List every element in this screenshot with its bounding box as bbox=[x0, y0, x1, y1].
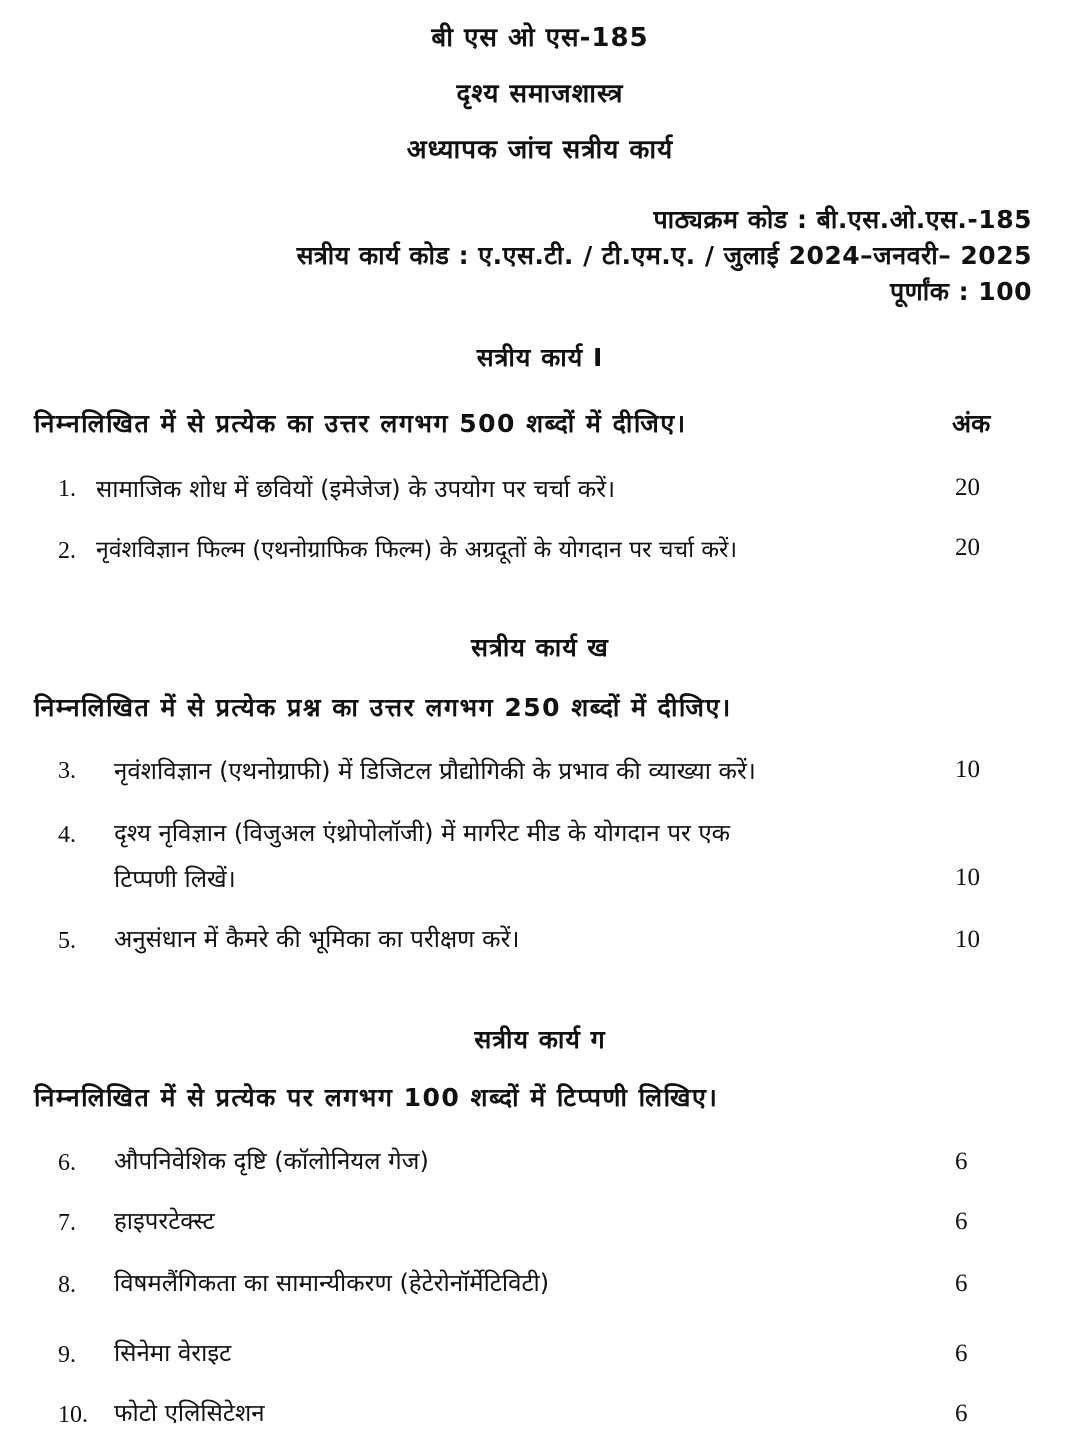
question-marks: 10 bbox=[955, 864, 980, 891]
question-marks: 20 bbox=[955, 534, 980, 561]
section-instruction: निम्नलिखित में से प्रत्येक पर लगभग 100 शब्दों में टिप्पणी लिखिए। bbox=[34, 1083, 719, 1112]
question-text: फोटो एलिसिटेशन bbox=[114, 1399, 265, 1427]
question-text: हाइपरटेक्स्ट bbox=[114, 1207, 215, 1235]
question-number: 3. bbox=[58, 758, 76, 784]
max-marks-line: पूर्णांक : 100 bbox=[889, 277, 1032, 306]
assignment-title: अध्यापक जांच सत्रीय कार्य bbox=[406, 135, 674, 165]
section-title: सत्रीय कार्य I bbox=[476, 343, 604, 372]
question-text: दृश्य नृविज्ञान (विजुअल एंथ्रोपोलॉजी) में मार्गरेट मीड के योगदान पर एक bbox=[114, 819, 731, 847]
question-text-continued: टिप्पणी लिखें। bbox=[114, 865, 236, 893]
section-title: सत्रीय कार्य ग bbox=[474, 1025, 606, 1054]
question-marks: 6 bbox=[955, 1208, 968, 1235]
course-name: दृश्य समाजशास्त्र bbox=[456, 79, 624, 109]
question-text: अनुसंधान में कैमरे की भूमिका का परीक्षण करें। bbox=[114, 925, 520, 953]
question-number: 7. bbox=[58, 1210, 76, 1236]
question-marks: 6 bbox=[955, 1400, 968, 1427]
marks-label: अंक bbox=[952, 409, 991, 438]
question-text: विषमलैंगिकता का सामान्यीकरण (हेटेरोनॉर्मेटिविटी) bbox=[114, 1269, 550, 1297]
assignment-code-line: सत्रीय कार्य कोड : ए.एस.टी. / टी.एम.ए. / जुलाई 2024–जनवरी– 2025 bbox=[296, 241, 1032, 270]
question-text: औपनिवेशिक दृष्टि (कॉलोनियल गेज) bbox=[114, 1147, 429, 1175]
question-number: 4. bbox=[58, 822, 76, 848]
question-marks: 10 bbox=[955, 926, 980, 953]
question-marks: 6 bbox=[955, 1148, 968, 1175]
question-text: नृवंशविज्ञान फिल्म (एथनोग्राफिक फिल्म) के अग्रदूतों के योगदान पर चर्चा करें। bbox=[96, 537, 738, 563]
question-marks: 6 bbox=[955, 1270, 968, 1297]
section-instruction: निम्नलिखित में से प्रत्येक का उत्तर लगभग 500 शब्दों में दीजिए। bbox=[34, 409, 687, 438]
question-marks: 20 bbox=[955, 474, 980, 501]
question-marks: 6 bbox=[955, 1340, 968, 1367]
question-number: 2. bbox=[58, 538, 76, 564]
question-number: 6. bbox=[58, 1150, 76, 1176]
question-text: सामाजिक शोध में छवियों (इमेजेज) के उपयोग पर चर्चा करें। bbox=[96, 475, 616, 503]
section-instruction: निम्नलिखित में से प्रत्येक प्रश्न का उत्तर लगभग 250 शब्दों में दीजिए। bbox=[34, 693, 732, 722]
question-number: 5. bbox=[58, 928, 76, 954]
course-code-line: पाठ्यक्रम कोड : बी.एस.ओ.एस.-185 bbox=[653, 205, 1032, 234]
course-code-title: बी एस ओ एस-185 bbox=[431, 23, 649, 53]
question-number: 9. bbox=[58, 1342, 76, 1368]
question-text: नृवंशविज्ञान (एथनोग्राफी) में डिजिटल प्रौद्योगिकी के प्रभाव की व्याख्या करें। bbox=[114, 757, 756, 785]
section-title: सत्रीय कार्य ख bbox=[471, 633, 609, 662]
question-number: 1. bbox=[58, 476, 76, 502]
question-number: 8. bbox=[58, 1272, 76, 1298]
question-number: 10. bbox=[58, 1402, 88, 1428]
question-marks: 10 bbox=[955, 756, 980, 783]
question-text: सिनेमा वेराइट bbox=[114, 1339, 232, 1367]
